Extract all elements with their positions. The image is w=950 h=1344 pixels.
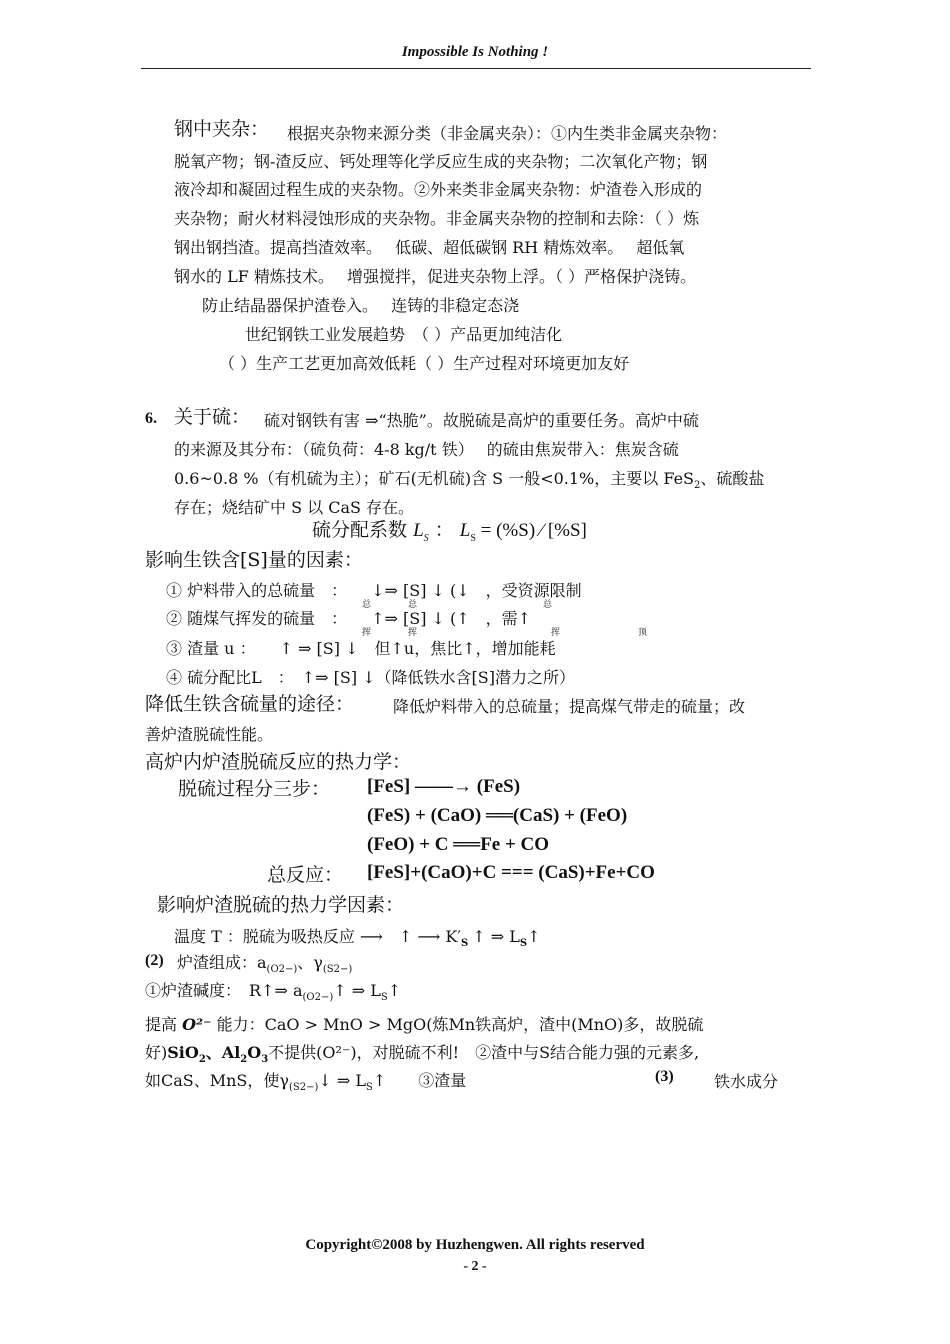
thermo-title: 高炉内炉渣脱硫反应的热力学： <box>145 751 412 773</box>
o2-ability-line: 提高 O²⁻ 能力：CaO > MnO > MgO(炼Mn铁高炉，渣中(MnO)多，故脱硫 <box>145 1015 704 1034</box>
total-label: 总反应： <box>267 864 344 886</box>
temperature-line: 温度 T ：脱硫为吸热反应 ⟶ ↑ ⟶ $K'_S$ ↑ ⇒ $L_S↑$ <box>174 927 541 950</box>
last-line: 如CaS、MnS，使$\gamma_{(S2-)}↓$ ⇒ $L_S↑$ ③渣量 <box>145 1071 467 1094</box>
inclusion-line-2: 脱氧产物；钢-渣反应、钙处理等化学反应生成的夹杂物；二次氧化产物；钢 <box>174 152 708 171</box>
steps-label: 脱硫过程分三步： <box>178 778 331 800</box>
slag-num: (2) <box>145 952 164 969</box>
sub-hui-2: 挥 <box>408 628 418 638</box>
step-1: [FeS] ——→ (FeS) <box>367 776 521 797</box>
reduce-text-1: 降低炉料带入的总硫量；提高煤气带走的硫量；改 <box>393 697 746 716</box>
reduce-text-2: 善炉渣脱硫性能。 <box>145 725 274 744</box>
inclusion-line-1: 根据夹杂物来源分类（非金属夹杂）：①内生类非金属夹杂物： <box>287 124 728 143</box>
slag-composition: 炉渣组成：$a_{(O2-)}$、$\gamma_{(S2-)}$ <box>177 953 353 976</box>
basicity-line: ①炉渣碱度： R↑⇒ $a_{(O2-)}↑$ ⇒ $L_S↑$ <box>145 981 402 1004</box>
section-number: 6. <box>145 410 157 427</box>
sio2-line: 好)SiO$_2$、$Al_2O_3$不提供(O²⁻)，对脱硫不利! ②渣中与S结合能力强的元素多, <box>145 1043 700 1066</box>
sulfur-line-4: 存在；烧结矿中 S 以 CaS 存在。 <box>174 498 415 517</box>
last-num: (3) <box>655 1068 674 1085</box>
sub-zong-2: 总 <box>408 600 418 610</box>
sub-zong-3: 总 <box>543 600 553 610</box>
factor-1: ① 炉料带入的总硫量 ： ↓⇒ [S] ↓ (↓ ，受资源限制 <box>166 581 582 600</box>
inclusion-line-3: 液冷却和凝固过程生成的夹杂物。②外来类非金属夹杂物：炉渣卷入形成的 <box>174 180 703 199</box>
page-number: - 2 - <box>463 1259 487 1274</box>
inclusion-line-6: 钢水的 LF 精炼技术。 增强搅拌，促进夹杂物上浮。（ ）严格保护浇铸。 <box>174 267 697 286</box>
factor-4: ④ 硫分配比L ： ↑⇒ [S] ↓（降低铁水含[S]潜力之所） <box>166 668 575 687</box>
inclusion-heading: 钢中夹杂： <box>174 118 270 140</box>
inclusion-line-5: 钢出钢挡渣。提高挡渣效率。 低碳、超低碳钢 RH 精炼效率。 超低氧 <box>174 238 685 257</box>
footer-copyright: Copyright©2008 by Huzhengwen. All rights reserved <box>305 1237 645 1253</box>
inclusion-line-8: 世纪钢铁工业发展趋势 （ ）产品更加纯洁化 <box>245 325 563 344</box>
sub-zong-1: 总 <box>362 600 372 610</box>
header-divider <box>141 68 811 69</box>
inclusion-line-9: （ ）生产工艺更加高效低耗（ ）生产过程对环境更加友好 <box>219 354 630 373</box>
partition-coefficient: 硫分配系数 $L_S$ ： $L_S = (\%S)$ ⁄ [%S] <box>312 519 587 544</box>
sub-hui-3: 挥 <box>551 628 561 638</box>
factor-2: ② 随煤气挥发的硫量 ： ↑⇒ [S] ↓ (↑ ，需↑ <box>166 609 532 628</box>
sub-hui-1: 挥 <box>362 628 372 638</box>
reduce-title: 降低生铁含硫量的途径： <box>145 693 355 715</box>
inclusion-line-4: 夹杂物；耐火材料浸蚀形成的夹杂物。非金属夹杂物的控制和去除：（ ）炼 <box>174 209 700 228</box>
sulfur-line-1: 硫对钢铁有害 ⇒“热脆”。故脱硫是高炉的重要任务。高炉中硫 <box>264 411 699 430</box>
sub-ding: 顶 <box>638 628 648 638</box>
inclusion-line-7: 防止结晶器保护渣卷入。 连铸的非稳定态浇 <box>202 296 520 315</box>
sulfur-heading: 关于硫： <box>174 406 251 428</box>
sulfur-line-3: 0.6~0.8 %（有机硫为主）；矿石(无机硫)含 S 一般<0.1%，主要以 FeS$_2$、硫酸盐 <box>174 469 765 492</box>
sulfur-line-2: 的来源及其分布：（硫负荷：4-8 kg/t 铁） 的硫由焦炭带入：焦炭含硫 <box>174 440 679 459</box>
last-tail: 铁水成分 <box>714 1072 779 1091</box>
step-3: (FeO) + C ══Fe + CO <box>367 834 550 855</box>
step-2: (FeS) + (CaO) ══(CaS) + (FeO) <box>367 805 628 826</box>
total-equation: [FeS]+(CaO)+C === (CaS)+Fe+CO <box>367 862 655 883</box>
factor-3: ③ 渣量 u ： ↑ ⇒ [S] ↓ 但↑u，焦比↑，增加能耗 <box>166 639 556 658</box>
page-header-title: Impossible Is Nothing ! <box>401 44 549 60</box>
factors-title: 影响生铁含[S]量的因素： <box>145 549 363 571</box>
factors2-title: 影响炉渣脱硫的热力学因素： <box>157 894 405 916</box>
